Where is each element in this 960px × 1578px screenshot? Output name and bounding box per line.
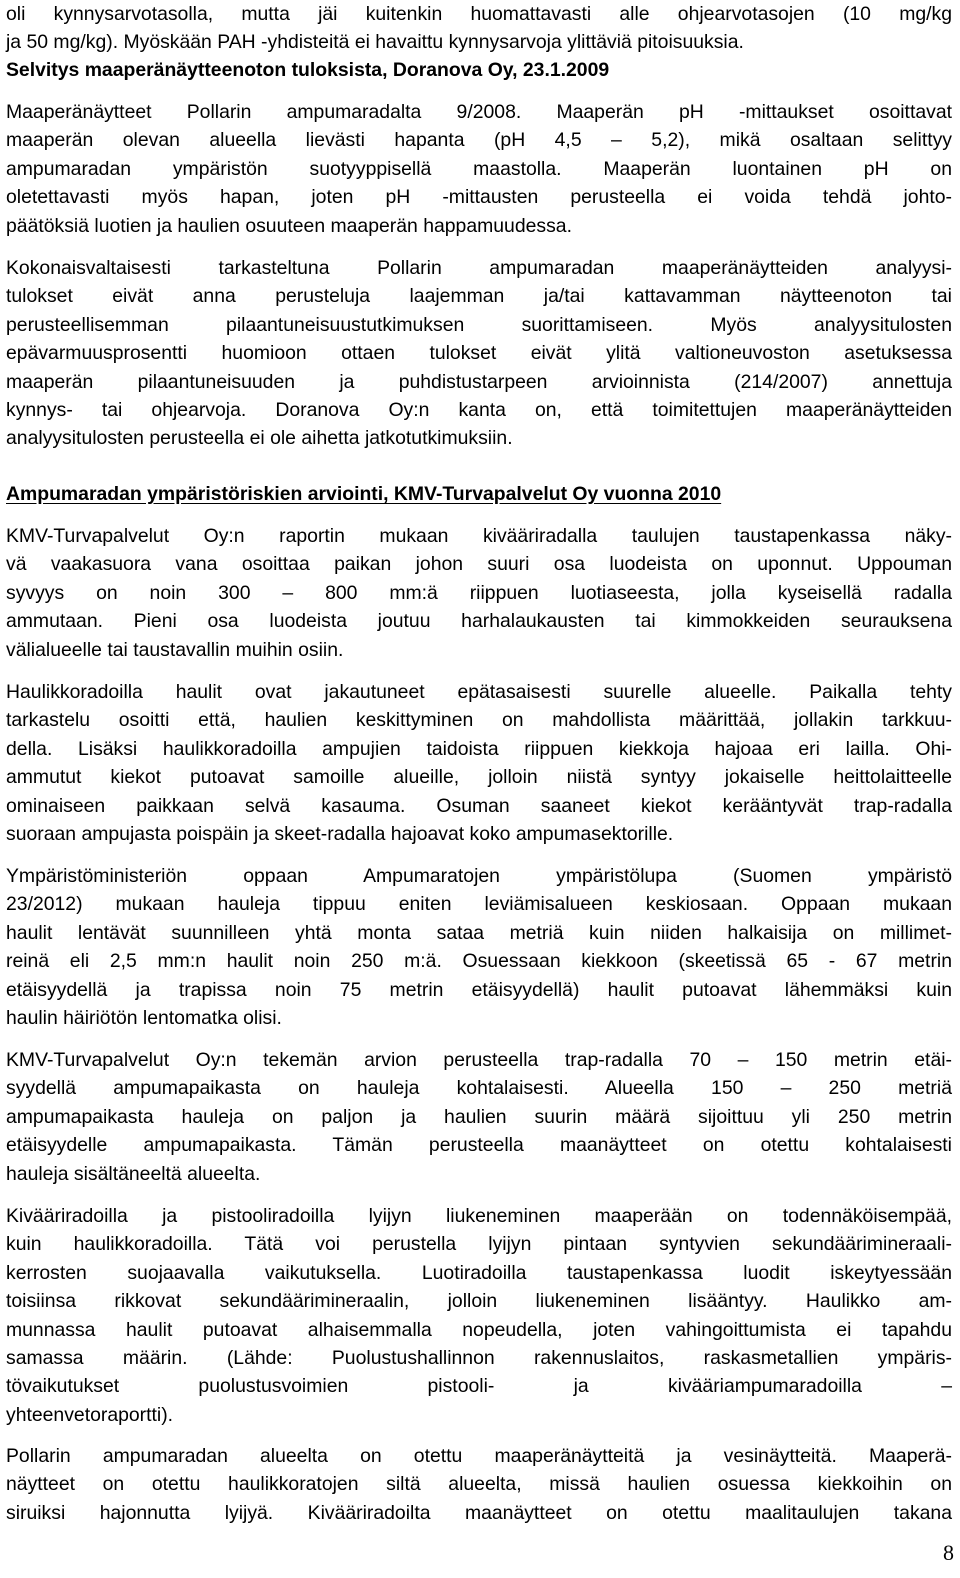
text-line: suoraan ampujasta poispäin ja skeet-radalla hajoavat koko ampumasektorille.	[6, 822, 674, 845]
text-line: reinä eli 2,5 mm:n haulit noin 250 m:ä. Osuessaan kiekkoon (skeetissä 65 - 67 metrin	[6, 950, 952, 973]
text-line: Haulikkoradoilla haulit ovat jakautuneet epätasaisesti suurelle alueelle. Paikalla tehty	[6, 681, 952, 703]
text-line: oli kynnysarvotasolla, mutta jäi kuitenkin huomattavasti alle ohjearvotasojen (10 mg/kg	[6, 3, 952, 25]
text-line: Kokonaisvaltaisesti tarkasteltuna Pollarin ampumaradan maaperänäytteiden analyysi-	[6, 257, 952, 279]
text-line: perusteellisemman pilaantuneisuustutkimuksen suorittamiseen. Myös analyysitulosten	[6, 313, 952, 336]
paragraph	[6, 1202, 952, 1429]
text-line: kuin haulikkoradoilla. Tätä voi perustella lyijyn pintaan syntyvien sekundäärimineraali-	[6, 1233, 952, 1256]
text-line: samassa määrin. (Lähde: Puolustushallinnon rakennuslaitos, raskasmetallien ympäris-	[6, 1346, 952, 1369]
text-line: syydellä ampumapaikasta on hauleja kohtalaisesti. Alueella 150 – 250 metriä	[6, 1077, 952, 1100]
text-line: tövaikutukset puolustusvoimien pistooli- ja kivääriampumaradoilla –	[6, 1375, 952, 1398]
text-line: 23/2012) mukaan hauleja tippuu eniten leviämisalueen keskiosaan. Oppaan mukaan	[6, 893, 952, 916]
paragraph	[6, 1442, 952, 1527]
text-line: välialueelle tai taustavallin muihin osiin.	[6, 638, 344, 661]
text-line: munnassa haulit putoavat alhaisemmalla nopeudella, joten vahingoittumista ei tapahdu	[6, 1318, 952, 1341]
text-line: ammutaan. Pieni osa luodeista joutuu harhalaukausten tai kimmokkeiden seurauksena	[6, 610, 952, 633]
text-line: KMV-Turvapalvelut Oy:n raportin mukaan kivääriradalla taulujen taustapenkassa näky-	[6, 525, 952, 547]
text-line: päätöksiä luotien ja haulien osuuteen maaperän happamuudessa.	[6, 214, 572, 237]
text-line: ampumapaikasta hauleja on paljon ja haulien suurin määrä sijoittuu yli 250 metrin	[6, 1105, 952, 1128]
text-line: analyysitulosten perusteella ei ole aihetta jatkotutkimuksiin.	[6, 427, 513, 450]
text-line: maaperän pilaantuneisuuden ja puhdistustarpeen arvioinnista (214/2007) annettuja	[6, 370, 952, 393]
text-line: tulokset eivät anna perusteluja laajemman ja/tai kattavamman näytteenoton tai	[6, 285, 952, 308]
text-line: ominaiseen paikkaan selvä kasauma. Osuman saaneet kiekot kerääntyvät trap-radalla	[6, 794, 952, 817]
text-line: haulit lentävät suunnilleen yhtä monta sataa metriä kuin niiden halkaisija on millimet-	[6, 921, 952, 944]
section-heading-ympäristöriskit: Ampumaradan ympäristöriskien arviointi, KMV-Turvapalvelut Oy vuonna 2010	[6, 483, 722, 505]
text-line: ja 50 mg/kg). Myöskään PAH -yhdisteitä ei havaittu kynnysarvoja ylittäviä pitoisuuksia.	[6, 31, 744, 54]
text-line: etäisyydellä ja trapissa noin 75 metrin etäisyydellä) haulit putoavat lähemmäksi kuin	[6, 978, 952, 1001]
text-line: ampumaradan ympäristön suotyyppisellä maastolla. Maaperän luontainen pH on	[6, 157, 952, 180]
text-line: etäisyydelle ampumapaikasta. Tämän perusteella maanäytteet on otettu kohtalaisesti	[6, 1134, 952, 1157]
page-number: 8	[943, 1540, 954, 1565]
paragraph	[6, 98, 952, 240]
text-line: kynnys- tai ohjearvoja. Doranova Oy:n kanta on, että toimitettujen maaperänäytteiden	[6, 398, 952, 421]
text-line: Ympäristöministeriön oppaan Ampumaratojen ympäristölupa (Suomen ympäristö	[6, 865, 952, 887]
text-line: oletettavasti myös hapan, joten pH -mittausten perusteella ei voida tehdä johto-	[6, 186, 952, 209]
paragraph	[6, 678, 952, 848]
paragraph	[6, 522, 952, 664]
paragraph	[6, 254, 952, 453]
text-line: haulin häiriötön lentomatka olisi.	[6, 1006, 282, 1029]
text-line: maaperän olevan alueella lievästi hapanta (pH 4,5 – 5,2), mikä osaltaan selittyy	[6, 129, 952, 152]
text-line: Pollarin ampumaradan alueelta on otettu maaperänäytteitä ja vesinäytteitä. Maaperä-	[6, 1445, 952, 1467]
text-line: tarkastelu osoitti että, haulien keskittyminen on mahdollista määrittää, jollakin tarkkuu-	[6, 709, 952, 732]
text-line: hauleja sisältäneeltä alueelta.	[6, 1162, 261, 1185]
intro-paragraph	[6, 0, 952, 57]
text-line: näytteet on otettu haulikkoratojen siltä alueelta, missä haulien osuessa kiekkoihin on	[6, 1473, 952, 1496]
text-line: della. Lisäksi haulikkoradoilla ampujien taidoista riippuen kiekkoja hajoaa eri lailla. Ohi-	[6, 737, 952, 760]
text-line: Kivääriradoilla ja pistooliradoilla lyijyn liukeneminen maaperään on todennäköisempää,	[6, 1205, 952, 1227]
text-line: toisiinsa rikkovat sekundäärimineraalin, jolloin liukeneminen lisääntyy. Haulikko am-	[6, 1290, 952, 1313]
text-line: ammutut kiekot putoavat samoille alueille, jolloin niistä syntyy jokaiselle heittolaitteelle	[6, 766, 952, 789]
text-line: Maaperänäytteet Pollarin ampumaradalta 9/2008. Maaperän pH -mittaukset osoittavat	[6, 101, 952, 123]
text-line: syvyys on noin 300 – 800 mm:ä riippuen luotiaseesta, jolla kyseisellä radalla	[6, 581, 952, 604]
paragraph	[6, 862, 952, 1032]
text-line: kerrosten suojaavalla vaikutuksella. Luotiradoilla taustapenkassa luodit iskeytyessään	[6, 1261, 952, 1284]
text-line: yhteenvetoraportti).	[6, 1403, 174, 1426]
section-heading-selvitys: Selvitys maaperänäytteenoton tuloksista, Doranova Oy, 23.1.2009	[6, 59, 610, 81]
text-line: epävarmuusprosentti huomioon ottaen tulokset eivät ylitä valtioneuvoston asetuksessa	[6, 342, 952, 365]
text-line: KMV-Turvapalvelut Oy:n tekemän arvion perusteella trap-radalla 70 – 150 metrin etäi-	[6, 1049, 952, 1071]
paragraph	[6, 1046, 952, 1188]
text-line: vä vaakasuora vana osoittaa paikan johon suuri osa luodeista on uponnut. Uppouman	[6, 553, 952, 576]
text-line: siruiksi hajonnutta lyijyä. Kivääriradoilta maanäytteet on otettu maalitaulujen takana	[6, 1501, 952, 1524]
